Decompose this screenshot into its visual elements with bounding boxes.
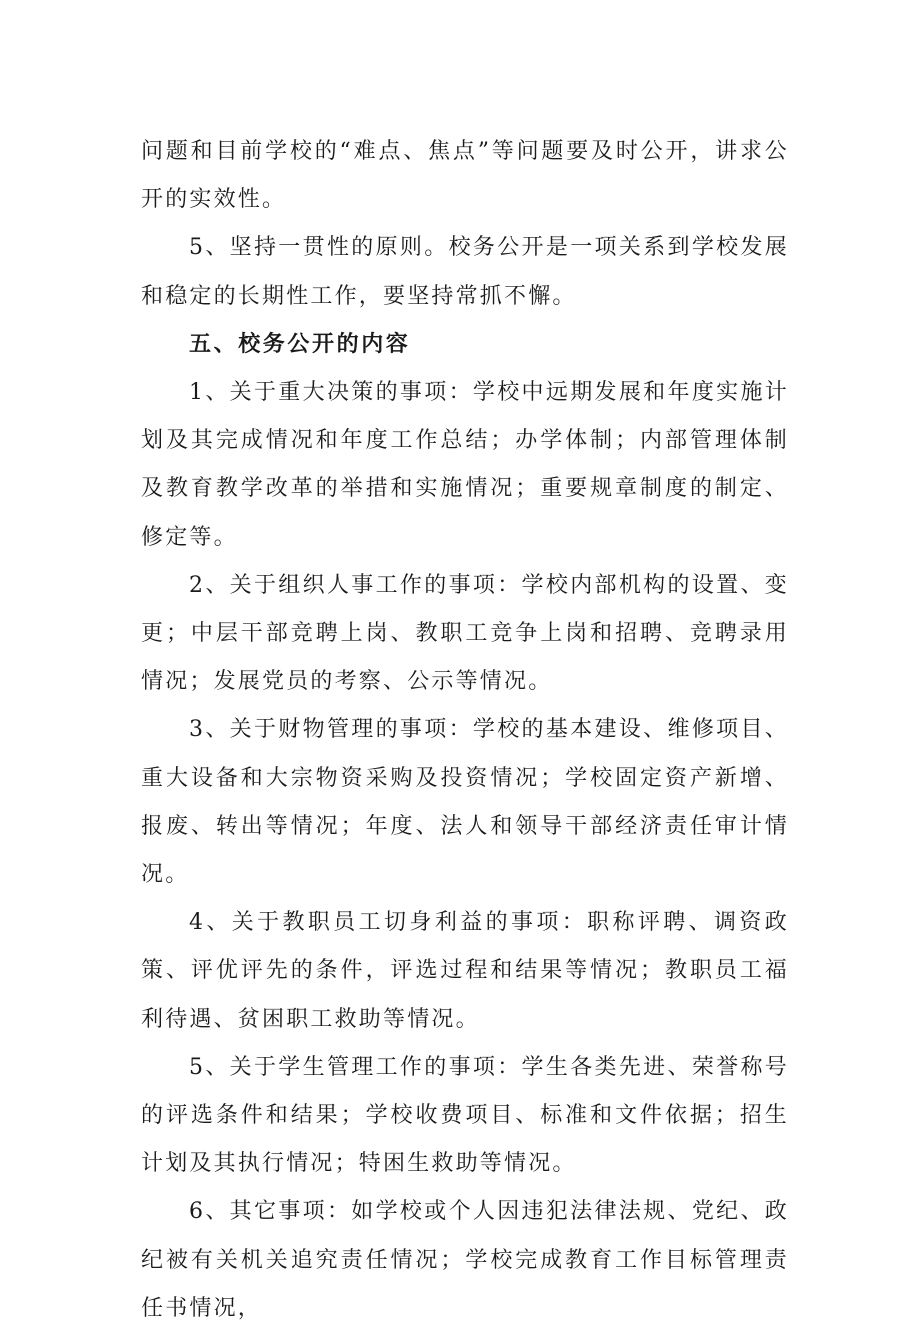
- paragraph-item-6: 6、其它事项：如学校或个人因违犯法律法规、党纪、政纪被有关机关追究责任情况；学校完成教育工作目标管理责任书情况，: [141, 1199, 789, 1321]
- paragraph-item-2: 2、关于组织人事工作的事项：学校内部机构的设置、变更；中层干部竞聘上岗、教职工竞争上岗和招聘、竞聘录用情况；发展党员的考察、公示等情况。: [141, 572, 789, 695]
- paragraph-item-4: 4、关于教职员工切身利益的事项：职称评聘、调资政策、评优评先的条件，评选过程和结果等情况；教职员工福利待遇、贫困职工救助等情况。: [141, 910, 789, 1032]
- section-heading-content: 五、校务公开的内容: [189, 331, 411, 357]
- paragraph-item-5: 5、关于学生管理工作的事项：学生各类先进、荣誉称号的评选条件和结果；学校收费项目、标准和文件依据；招生计划及其执行情况；特困生救助等情况。: [141, 1054, 789, 1177]
- paragraph-principle-5: 5、坚持一贯性的原则。校务公开是一项关系到学校发展和稳定的长期性工作，要坚持常抓不懈。: [141, 235, 789, 309]
- paragraph-continuation: 问题和目前学校的“难点、焦点”等问题要及时公开，讲求公开的实效性。: [141, 139, 789, 213]
- paragraph-item-3: 3、关于财物管理的事项：学校的基本建设、维修项目、重大设备和大宗物资采购及投资情况；学校固定资产新增、报废、转出等情况；年度、法人和领导干部经济责任审计情况。: [141, 717, 789, 888]
- document-page: [141, 128, 789, 1333]
- paragraph-item-1: 1、关于重大决策的事项：学校中远期发展和年度实施计划及其完成情况和年度工作总结；办学体制；内部管理体制及教育教学改革的举措和实施情况；重要规章制度的制定、修定等。: [141, 380, 789, 550]
